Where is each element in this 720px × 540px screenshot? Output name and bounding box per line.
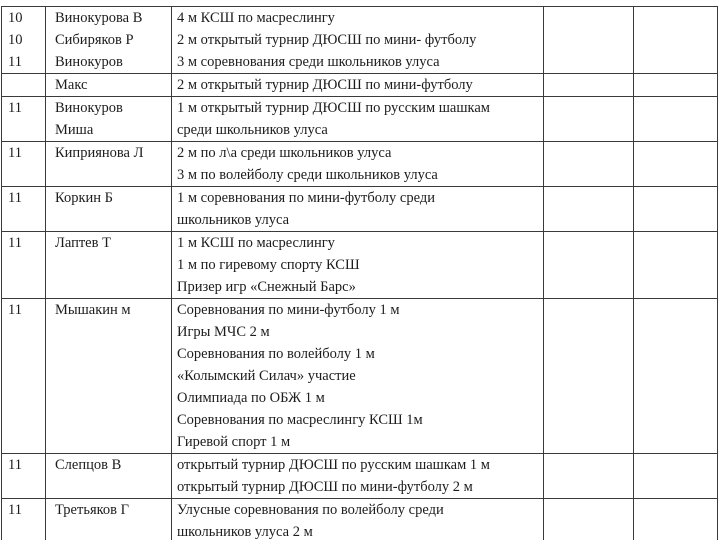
grade-cell bbox=[2, 454, 46, 499]
extra-column-2-cell bbox=[634, 232, 718, 299]
results-cell bbox=[172, 74, 544, 97]
student-name-cell bbox=[46, 97, 172, 142]
result-line: Улусные соревнования по волейболу среди bbox=[177, 502, 444, 518]
result-line: 4 м КСШ по масреслингу bbox=[177, 10, 335, 26]
grade-cell bbox=[2, 187, 46, 232]
extra-column-2-cell bbox=[634, 7, 718, 74]
result-line: 1 м по гиревому спорту КСШ bbox=[177, 257, 360, 273]
result-line: Игры МЧС 2 м bbox=[177, 324, 270, 340]
student-name: Макс bbox=[55, 77, 88, 93]
extra-column-1-cell bbox=[544, 499, 634, 540]
extra-column-1-cell bbox=[544, 142, 634, 187]
student-name-cell bbox=[46, 299, 172, 454]
results-cell bbox=[172, 232, 544, 299]
student-name-cell bbox=[46, 499, 172, 540]
grade-text: 10 bbox=[8, 32, 23, 48]
student-name: Миша bbox=[55, 122, 94, 138]
results-cell bbox=[172, 7, 544, 74]
results-cell bbox=[172, 187, 544, 232]
results-cell bbox=[172, 142, 544, 187]
extra-column-1-cell bbox=[544, 299, 634, 454]
results-cell bbox=[172, 454, 544, 499]
grade-text: 11 bbox=[8, 235, 22, 251]
result-line: открытый турнир ДЮСШ по русским шашкам 1 м bbox=[177, 457, 490, 473]
result-line: 3 м по волейболу среди школьников улуса bbox=[177, 167, 438, 183]
result-line: школьников улуса 2 м bbox=[177, 524, 313, 540]
student-name: Винокурова В bbox=[55, 10, 143, 26]
student-name: Сибиряков Р bbox=[55, 32, 134, 48]
student-name: Третьяков Г bbox=[55, 502, 130, 518]
results-table-body bbox=[2, 7, 718, 540]
result-line: открытый турнир ДЮСШ по мини-футболу 2 м bbox=[177, 479, 473, 495]
table-row bbox=[2, 499, 718, 540]
result-line: Соревнования по волейболу 1 м bbox=[177, 346, 375, 362]
grade-text: 11 bbox=[8, 145, 22, 161]
grade-text: 11 bbox=[8, 502, 22, 518]
extra-column-2-cell bbox=[634, 142, 718, 187]
results-table bbox=[1, 6, 718, 540]
table-row bbox=[2, 187, 718, 232]
student-name: Лаптев Т bbox=[55, 235, 111, 251]
grade-cell bbox=[2, 499, 46, 540]
extra-column-1-cell bbox=[544, 7, 634, 74]
grade-cell bbox=[2, 7, 46, 74]
result-line: 1 м КСШ по масреслингу bbox=[177, 235, 335, 251]
result-line: Призер игр «Снежный Барс» bbox=[177, 279, 356, 295]
extra-column-1-cell bbox=[544, 74, 634, 97]
student-name: Мышакин м bbox=[55, 302, 131, 318]
student-name-cell bbox=[46, 74, 172, 97]
student-name: Слепцов В bbox=[55, 457, 122, 473]
student-name-cell bbox=[46, 454, 172, 499]
result-line: 1 м открытый турнир ДЮСШ по русским шашкам bbox=[177, 100, 490, 116]
result-line: 2 м открытый турнир ДЮСШ по мини-футболу bbox=[177, 77, 473, 93]
table-row bbox=[2, 142, 718, 187]
result-line: «Колымский Силач» участие bbox=[177, 368, 356, 384]
grade-text: 11 bbox=[8, 457, 22, 473]
student-name: Винокуров bbox=[55, 100, 123, 116]
grade-text: 11 bbox=[8, 54, 22, 70]
result-line: Соревнования по мини-футболу 1 м bbox=[177, 302, 400, 318]
extra-column-2-cell bbox=[634, 74, 718, 97]
result-line: среди школьников улуса bbox=[177, 122, 328, 138]
grade-text: 11 bbox=[8, 100, 22, 116]
student-name-cell bbox=[46, 142, 172, 187]
table-row bbox=[2, 74, 718, 97]
grade-text: 11 bbox=[8, 190, 22, 206]
student-name-cell bbox=[46, 232, 172, 299]
student-name: Коркин Б bbox=[55, 190, 113, 206]
result-line: Гиревой спорт 1 м bbox=[177, 434, 291, 450]
extra-column-2-cell bbox=[634, 499, 718, 540]
extra-column-1-cell bbox=[544, 97, 634, 142]
results-cell bbox=[172, 299, 544, 454]
table-row bbox=[2, 299, 718, 454]
empty-line bbox=[8, 74, 45, 96]
extra-column-1-cell bbox=[544, 187, 634, 232]
grade-cell bbox=[2, 142, 46, 187]
result-line: школьников улуса bbox=[177, 212, 290, 228]
table-row bbox=[2, 7, 718, 74]
result-line: 2 м открытый турнир ДЮСШ по мини- футболу bbox=[177, 32, 477, 48]
grade-cell bbox=[2, 232, 46, 299]
student-name: Винокуров bbox=[55, 54, 123, 70]
extra-column-2-cell bbox=[634, 299, 718, 454]
student-name: Киприянова Л bbox=[55, 145, 144, 161]
table-row bbox=[2, 454, 718, 499]
result-line: 3 м соревнования среди школьников улуса bbox=[177, 54, 440, 70]
grade-cell bbox=[2, 299, 46, 454]
extra-column-1-cell bbox=[544, 454, 634, 499]
extra-column-2-cell bbox=[634, 97, 718, 142]
student-name-cell bbox=[46, 187, 172, 232]
extra-column-1-cell bbox=[544, 232, 634, 299]
result-line: Олимпиада по ОБЖ 1 м bbox=[177, 390, 325, 406]
grade-text: 10 bbox=[8, 10, 23, 26]
extra-column-2-cell bbox=[634, 454, 718, 499]
table-row bbox=[2, 97, 718, 142]
result-line: 2 м по л\а среди школьников улуса bbox=[177, 145, 392, 161]
table-row bbox=[2, 232, 718, 299]
result-line: 1 м соревнования по мини-футболу среди bbox=[177, 190, 435, 206]
results-cell bbox=[172, 499, 544, 540]
results-cell bbox=[172, 97, 544, 142]
student-name-cell bbox=[46, 7, 172, 74]
extra-column-2-cell bbox=[634, 187, 718, 232]
grade-cell bbox=[2, 97, 46, 142]
result-line: Соревнования по масреслингу КСШ 1м bbox=[177, 412, 423, 428]
grade-text: 11 bbox=[8, 302, 22, 318]
grade-cell bbox=[2, 74, 46, 97]
